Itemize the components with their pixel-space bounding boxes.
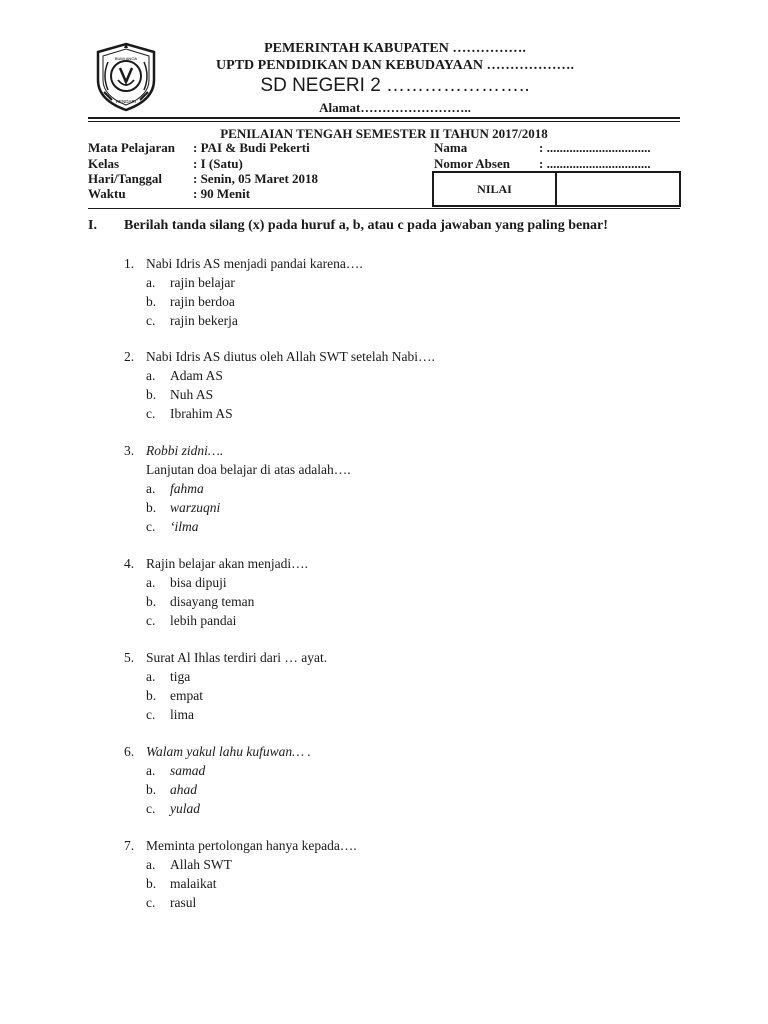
option-text: ‘ilma xyxy=(170,519,199,534)
option-text: rajin berdoa xyxy=(170,294,235,309)
option-text: Ibrahim AS xyxy=(170,406,233,421)
question-number: 6. xyxy=(124,744,135,759)
info-subject xyxy=(88,140,310,156)
option-text: yulad xyxy=(170,801,200,816)
option-c[interactable] xyxy=(146,404,233,423)
question-text: Robbi zidni…. xyxy=(146,443,224,458)
option-c[interactable] xyxy=(146,311,238,330)
letterhead xyxy=(170,40,620,117)
question-text: Rajin belajar akan menjadi…. xyxy=(146,556,308,571)
option-letter: b. xyxy=(146,876,157,891)
option-text: malaikat xyxy=(170,876,217,891)
score-box xyxy=(432,171,681,207)
option-letter: b. xyxy=(146,688,157,703)
option-a[interactable] xyxy=(146,366,223,385)
option-c[interactable] xyxy=(146,705,194,724)
option-text: rasul xyxy=(170,895,197,910)
info-absen xyxy=(434,156,651,172)
info-value: : PAI & Budi Pekerti xyxy=(193,140,310,155)
option-letter: c. xyxy=(146,895,156,910)
option-letter: a. xyxy=(146,575,156,590)
question-number: 2. xyxy=(124,349,135,364)
question-number: 4. xyxy=(124,556,135,571)
question-3 xyxy=(124,441,664,536)
section-number: I. xyxy=(88,218,97,233)
option-letter: b. xyxy=(146,500,157,515)
option-letter: a. xyxy=(146,368,156,383)
section-text: Berilah tanda silang (x) pada huruf a, b, atau c pada jawaban yang paling benar! xyxy=(124,218,608,233)
info-label: Nomor Absen xyxy=(434,156,510,171)
option-letter: b. xyxy=(146,594,157,609)
option-letter: a. xyxy=(146,481,156,496)
option-text: bisa dipuji xyxy=(170,575,227,590)
option-text: tiga xyxy=(170,669,191,684)
option-text: samad xyxy=(170,763,206,778)
option-text: Adam AS xyxy=(170,368,223,383)
option-letter: c. xyxy=(146,707,156,722)
question-number: 5. xyxy=(124,650,135,665)
info-date xyxy=(88,171,318,187)
question-number: 7. xyxy=(124,838,135,853)
option-text: warzuqni xyxy=(170,500,221,515)
option-letter: c. xyxy=(146,613,156,628)
absen-field[interactable]: : ................................ xyxy=(539,156,651,171)
option-a[interactable] xyxy=(146,573,227,592)
option-letter: c. xyxy=(146,406,156,421)
option-a[interactable] xyxy=(146,479,204,498)
question-text: Nabi Idris AS diutus oleh Allah SWT setelah Nabi…. xyxy=(146,349,435,364)
info-class xyxy=(88,156,243,172)
option-text: lima xyxy=(170,707,194,722)
info-time xyxy=(88,186,250,202)
question-text: Nabi Idris AS menjadi pandai karena…. xyxy=(146,256,363,271)
option-a[interactable] xyxy=(146,761,205,780)
option-b[interactable] xyxy=(146,780,197,799)
option-b[interactable] xyxy=(146,292,235,311)
question-4 xyxy=(124,554,664,630)
option-b[interactable] xyxy=(146,686,203,705)
question-subtext: Lanjutan doa belajar di atas adalah…. xyxy=(146,462,351,477)
option-a[interactable] xyxy=(146,273,235,292)
question-text: Surat Al Ihlas terdiri dari … ayat. xyxy=(146,650,328,665)
option-letter: a. xyxy=(146,669,156,684)
option-letter: a. xyxy=(146,857,156,872)
letterhead-rule-thick xyxy=(88,117,680,119)
option-text: disayang teman xyxy=(170,594,255,609)
option-letter: b. xyxy=(146,782,157,797)
option-b[interactable] xyxy=(146,874,216,893)
option-letter: a. xyxy=(146,275,156,290)
option-text: ahad xyxy=(170,782,197,797)
name-field[interactable]: : ................................ xyxy=(539,140,651,155)
info-label: Hari/Tanggal xyxy=(88,171,162,186)
option-b[interactable] xyxy=(146,498,220,517)
option-text: fahma xyxy=(170,481,204,496)
regency-emblem-icon xyxy=(90,40,162,112)
option-letter: a. xyxy=(146,763,156,778)
logo-top-text: BUMI ANOA xyxy=(114,56,138,61)
option-a[interactable] xyxy=(146,667,190,686)
option-letter: c. xyxy=(146,313,156,328)
question-2 xyxy=(124,347,664,423)
question-text: Meminta pertolongan hanya kepada…. xyxy=(146,838,357,853)
question-1 xyxy=(124,254,664,330)
question-6 xyxy=(124,742,664,818)
school-name: SD NEGERI 2 ………………….. xyxy=(260,75,530,96)
info-label: Nama xyxy=(434,140,468,155)
option-text: rajin bekerja xyxy=(170,313,238,328)
option-text: rajin belajar xyxy=(170,275,235,290)
question-5 xyxy=(124,648,664,724)
divider xyxy=(88,208,680,209)
option-b[interactable] xyxy=(146,592,254,611)
question-number: 3. xyxy=(124,443,135,458)
option-letter: b. xyxy=(146,387,157,402)
option-c[interactable] xyxy=(146,799,200,818)
letterhead-rule-thin xyxy=(88,121,680,122)
info-name xyxy=(434,140,651,156)
info-label: Waktu xyxy=(88,186,126,201)
exam-title: PENILAIAN TENGAH SEMESTER II TAHUN 2017/2018 xyxy=(220,126,548,141)
score-label: NILAI xyxy=(434,173,557,205)
option-c[interactable] xyxy=(146,517,199,536)
info-value: : 90 Menit xyxy=(193,186,251,201)
logo-bottom-text: KENDARI xyxy=(115,99,137,104)
info-label: Mata Pelajaran xyxy=(88,140,176,155)
info-value: : Senin, 05 Maret 2018 xyxy=(193,171,319,186)
question-text: Walam yakul lahu kufuwan… . xyxy=(146,744,311,759)
option-letter: b. xyxy=(146,294,157,309)
option-c[interactable] xyxy=(146,893,196,912)
option-letter: c. xyxy=(146,801,156,816)
option-text: lebih pandai xyxy=(170,613,237,628)
info-value: : I (Satu) xyxy=(193,156,243,171)
option-text: Allah SWT xyxy=(170,857,232,872)
option-c[interactable] xyxy=(146,611,236,630)
info-label: Kelas xyxy=(88,156,120,171)
government-line: PEMERINTAH KABUPATEN ……………. xyxy=(264,41,526,56)
school-address: Alamat…………………….. xyxy=(319,100,471,115)
option-text: Nuh AS xyxy=(170,387,214,402)
option-text: empat xyxy=(170,688,203,703)
question-number: 1. xyxy=(124,256,135,271)
department-line: UPTD PENDIDIKAN DAN KEBUDAYAAN ………………. xyxy=(216,58,574,73)
option-a[interactable] xyxy=(146,855,232,874)
question-7 xyxy=(124,836,664,912)
option-b[interactable] xyxy=(146,385,213,404)
option-letter: c. xyxy=(146,519,156,534)
